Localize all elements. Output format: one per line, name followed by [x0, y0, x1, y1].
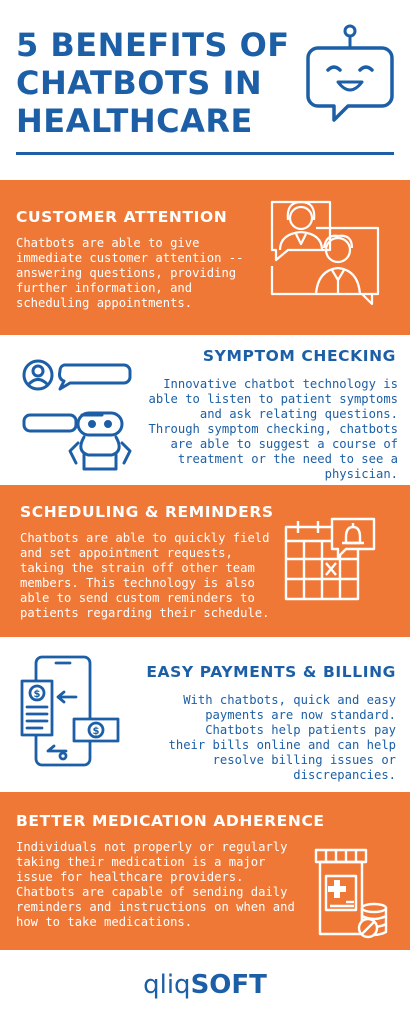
section-customer-attention	[0, 180, 410, 335]
section-scheduling-reminders	[0, 485, 410, 637]
people-chat-icon	[266, 194, 388, 306]
logo-text-light: qliq	[143, 970, 191, 1000]
section-medication-adherence	[0, 792, 410, 950]
title-line-2: CHATBOTS IN	[16, 64, 263, 102]
phone-payment-icon	[18, 655, 122, 767]
section-heading: SCHEDULING & REMINDERS	[20, 503, 274, 521]
title-line-3: HEALTHCARE	[16, 102, 253, 140]
svg-text:$: $	[92, 726, 100, 737]
section-body: Chatbots are able to give immediate customer attention -- answering questions, providing further information, and scheduling appointments.	[16, 236, 244, 310]
svg-text:$: $	[33, 689, 41, 700]
section-heading: SYMPTOM CHECKING	[202, 347, 396, 365]
calendar-bell-icon	[282, 517, 378, 603]
medicine-bottle-icon	[310, 846, 390, 940]
section-body: Chatbots are able to quickly field and set appointment requests, taking the strain off other team members. This technology is also able to send custom reminders to patients regarding their schedule.	[20, 531, 270, 620]
header-divider	[16, 152, 394, 155]
section-body: With chatbots, quick and easy payments are now standard. Chatbots help patients pay their bills online and can help resolve billing issues or discrepancies.	[168, 693, 396, 782]
qliqsoft-logo	[0, 970, 410, 1000]
section-heading: BETTER MEDICATION ADHERENCE	[16, 812, 325, 830]
robot-chat-icon	[20, 355, 132, 475]
logo-text-bold: SOFT	[190, 970, 267, 1000]
section-body: Individuals not properly or regularly taking their medication is a major issue for healthcare providers. Chatbots are capable of sending daily reminders and instructions on when and how to take medications.	[16, 840, 295, 929]
header	[0, 0, 410, 180]
page-title	[16, 26, 306, 140]
title-line-1: 5 BENEFITS OF	[16, 26, 290, 64]
section-heading: CUSTOMER ATTENTION	[16, 208, 228, 226]
section-symptom-checking	[0, 335, 410, 485]
section-heading: EASY PAYMENTS & BILLING	[146, 663, 396, 681]
section-payments-billing	[0, 637, 410, 792]
chatbot-face-icon	[304, 24, 396, 124]
section-body: Innovative chatbot technology is able to listen to patient symptoms and ask relating questions. Through symptom checking, chatbots are able to suggest a course of treatment or the need to see a physician.	[148, 377, 398, 481]
